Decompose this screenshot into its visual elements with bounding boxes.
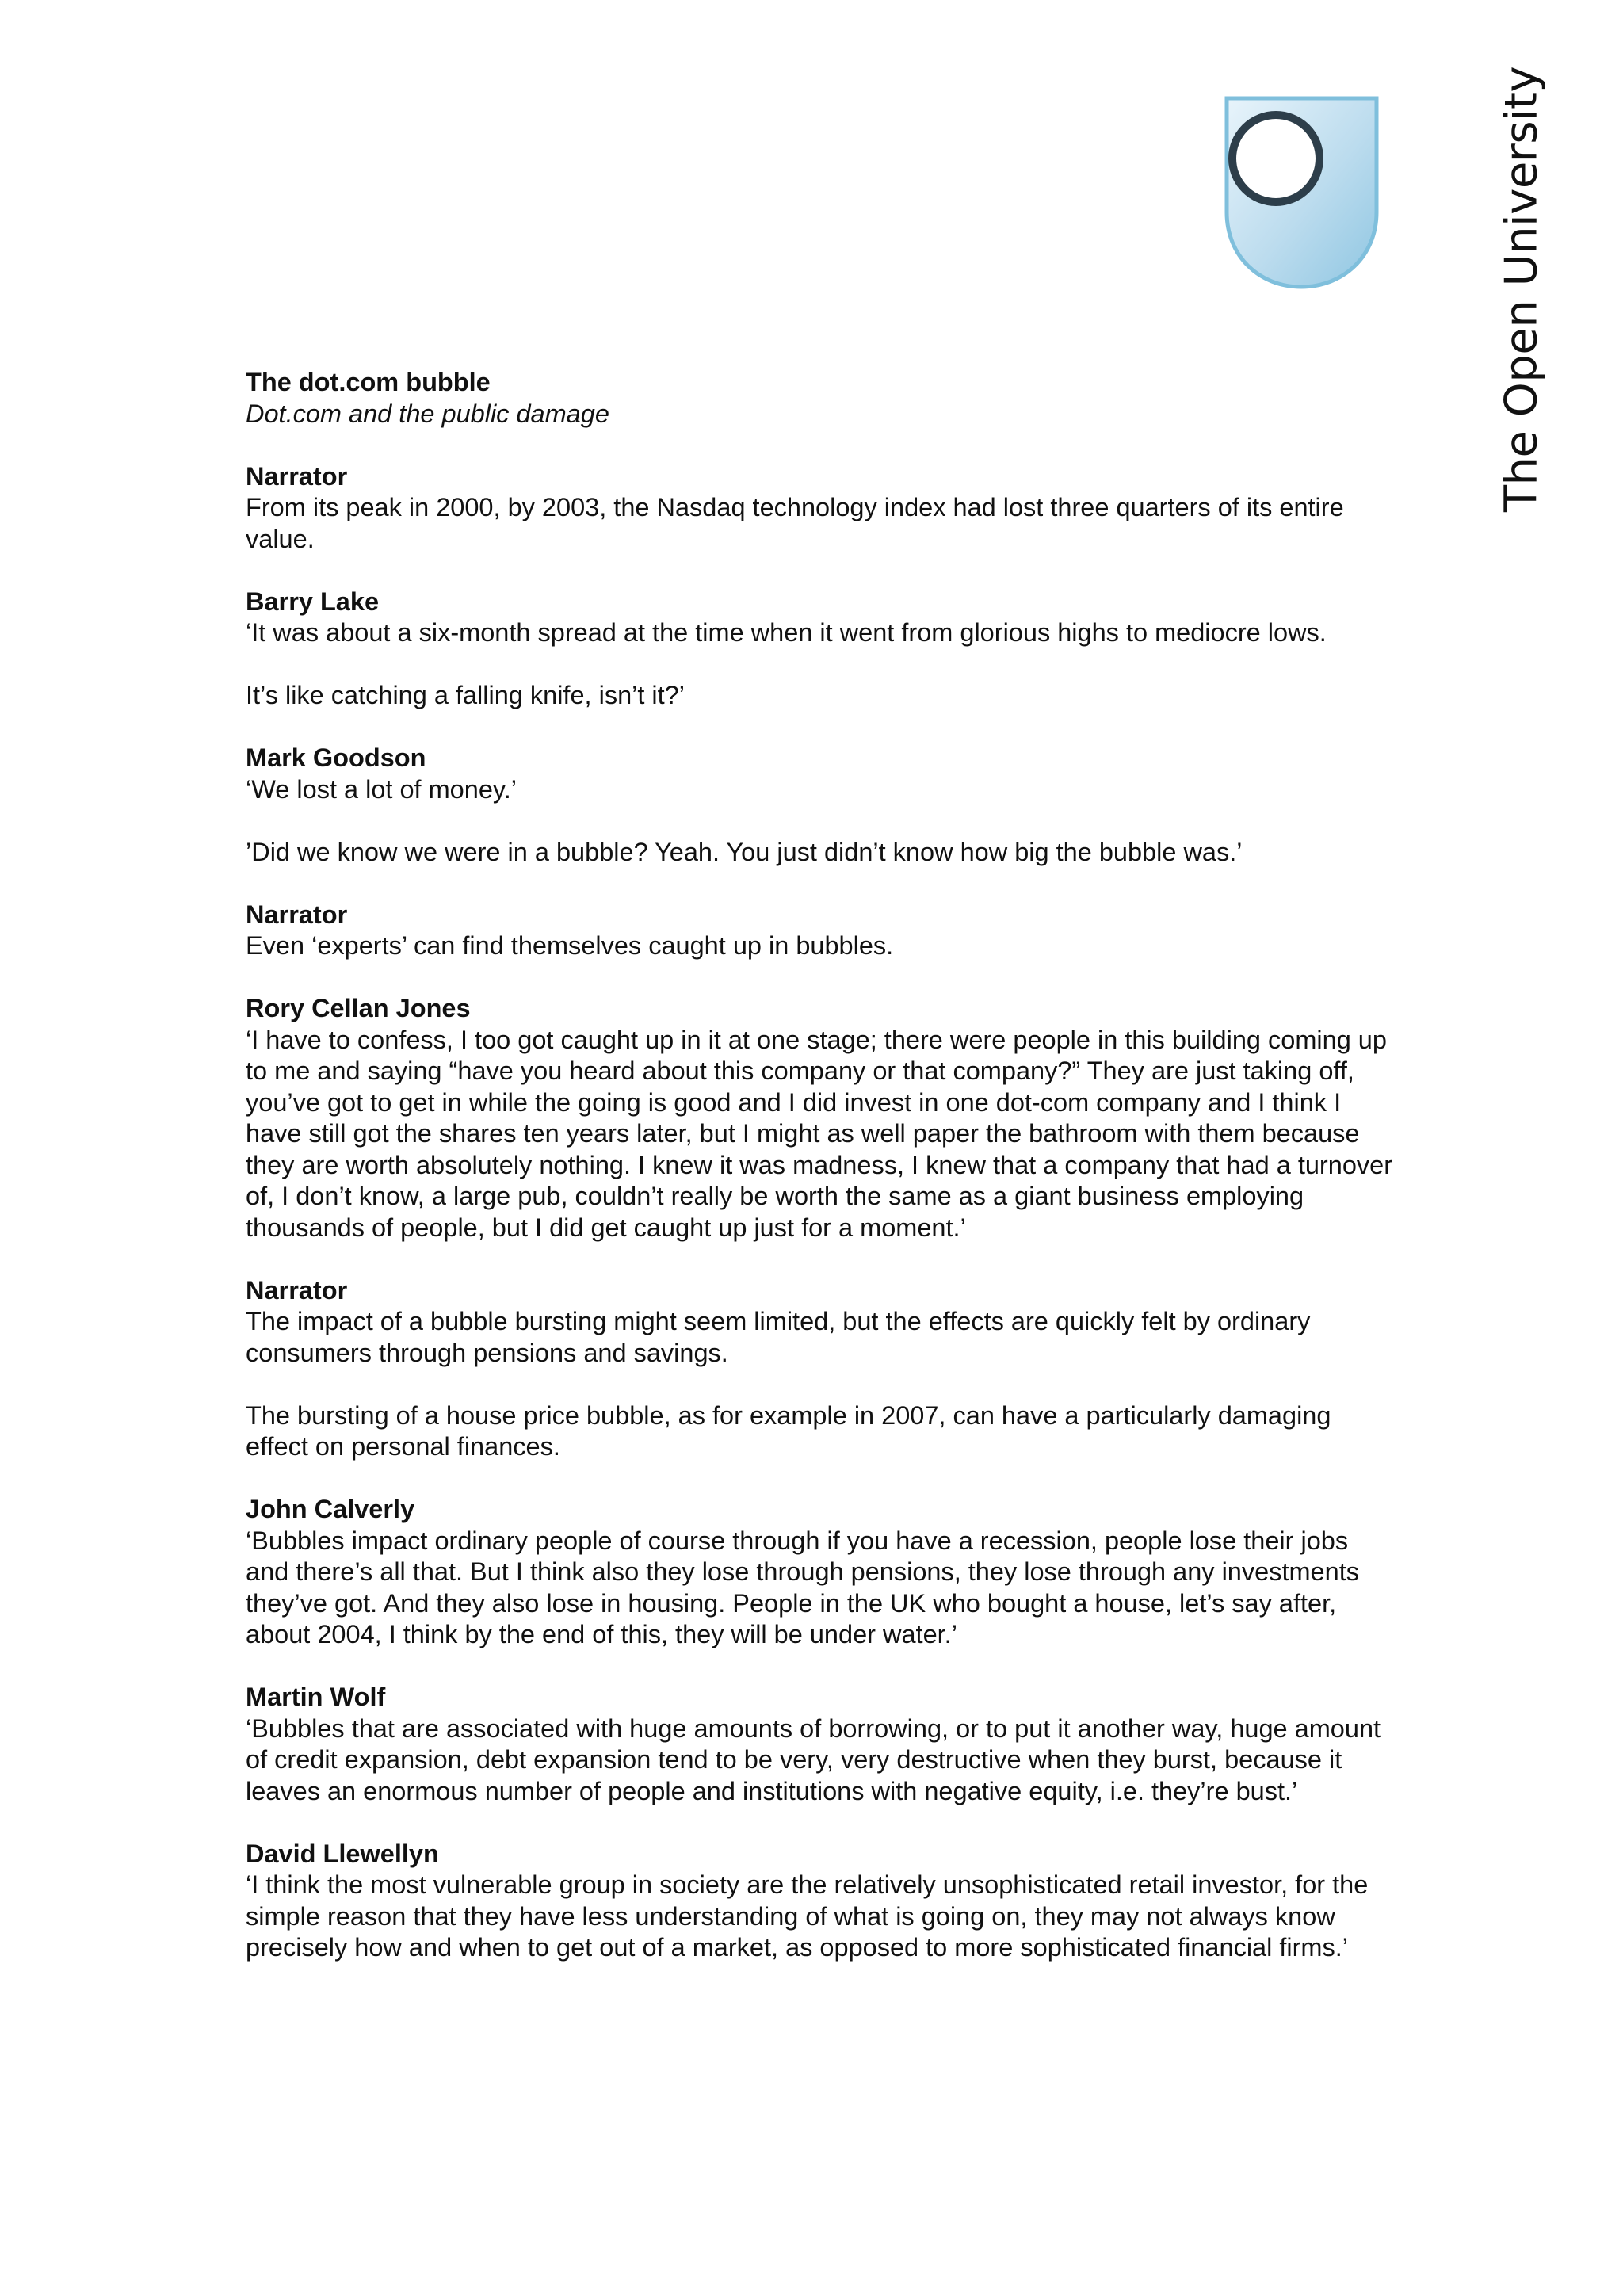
speaker-name: Martin Wolf [246,1683,386,1711]
speaker-name: Barry Lake [246,586,380,616]
document-title: The dot.com bubble [246,368,491,396]
speaker-name: Narrator [246,461,348,491]
speaker-block [246,1839,1395,1964]
speech-paragraph: The bursting of a house price bubble, as for example in 2007, can have a particularly damaging effect on personal finances. [246,1400,1331,1461]
speech-paragraph: It’s like catching a falling knife, isn’t it?’ [246,681,685,709]
speaker-block [246,1275,1395,1463]
speech-paragraph: ‘It was about a six-month spread at the time when it went from glorious highs to mediocre lows. [246,618,1327,647]
speaker-block [246,461,1395,556]
speaker-block [246,743,1395,868]
speaker-name: Mark Goodson [246,743,426,772]
speaker-name: Rory Cellan Jones [246,994,471,1022]
speech-paragraph: The impact of a bubble bursting might seem limited, but the effects are quickly felt by ordinary consumers through pensions and savings. [246,1307,1311,1367]
speaker-block [246,900,1395,962]
document-subtitle: Dot.com and the public damage [246,399,609,428]
speaker-name: Narrator [246,900,348,929]
speech-paragraph: ‘Bubbles that are associated with huge amounts of borrowing, or to put it another way, huge amount of credit expansion, debt expansion tend to be very, very destructive when they burst, because it leaves an enormous number of people and institutions with negative equity, i.e. they’re bust.’ [246,1713,1381,1805]
speech-paragraph: Even ‘experts’ can find themselves caught up in bubbles. [246,931,894,960]
speaker-list [246,461,1395,1964]
speaker-block [246,1494,1395,1651]
speech-paragraph: ‘I think the most vulnerable group in society are the relatively unsophisticated retail investor, for the simple reason that they have less understanding of what is going on, they may not always know precisely how and when to get out of a market, as opposed to more sophisticated financial firms.’ [246,1870,1369,1962]
speaker-name: John Calverly [246,1495,415,1523]
open-university-wordmark [1494,66,1549,513]
transcript-document [246,367,1395,1995]
speech-paragraph: ‘We lost a lot of money.’ [246,774,517,804]
shield-icon [1220,94,1383,292]
speaker-block [246,1682,1395,1807]
speaker-name: Narrator [246,1275,348,1305]
speaker-block [246,993,1395,1244]
speech-paragraph: From its peak in 2000, by 2003, the Nasdaq technology index had lost three quarters of its entire value. [246,493,1344,553]
speech-paragraph: ‘I have to confess, I too got caught up in it at one stage; there were people in this building coming up to me and saying “have you heard about this company or that company?” They are just taking off, you’ve got to get in while the going is good and I did invest in one dot-com company and I think I have still got the shares ten years later, but I might as well paper the bathroom with them because they are worth absolutely nothing. I knew it was madness, I knew that a company that had a turnover of, I don’t know, a large pub, couldn’t really be worth the same as a giant business employing thousands of people, but I did get caught up just for a moment.’ [246,1025,1393,1242]
speaker-block [246,586,1395,712]
speaker-name: David Llewellyn [246,1839,439,1868]
speech-paragraph: ’Did we know we were in a bubble? Yeah. You just didn’t know how big the bubble was.’ [246,837,1243,866]
speech-paragraph: ‘Bubbles impact ordinary people of course through if you have a recession, people lose their jobs and there’s all that. But I think also they lose through pensions, they lose through any investments they’ve got. And they also lose in housing. People in the UK who bought a house, let’s say after, about 2004, I think by the end of this, they will be under water.’ [246,1526,1359,1648]
open-university-shield-logo [1220,94,1383,292]
wordmark-text: The Open University [1495,66,1548,513]
